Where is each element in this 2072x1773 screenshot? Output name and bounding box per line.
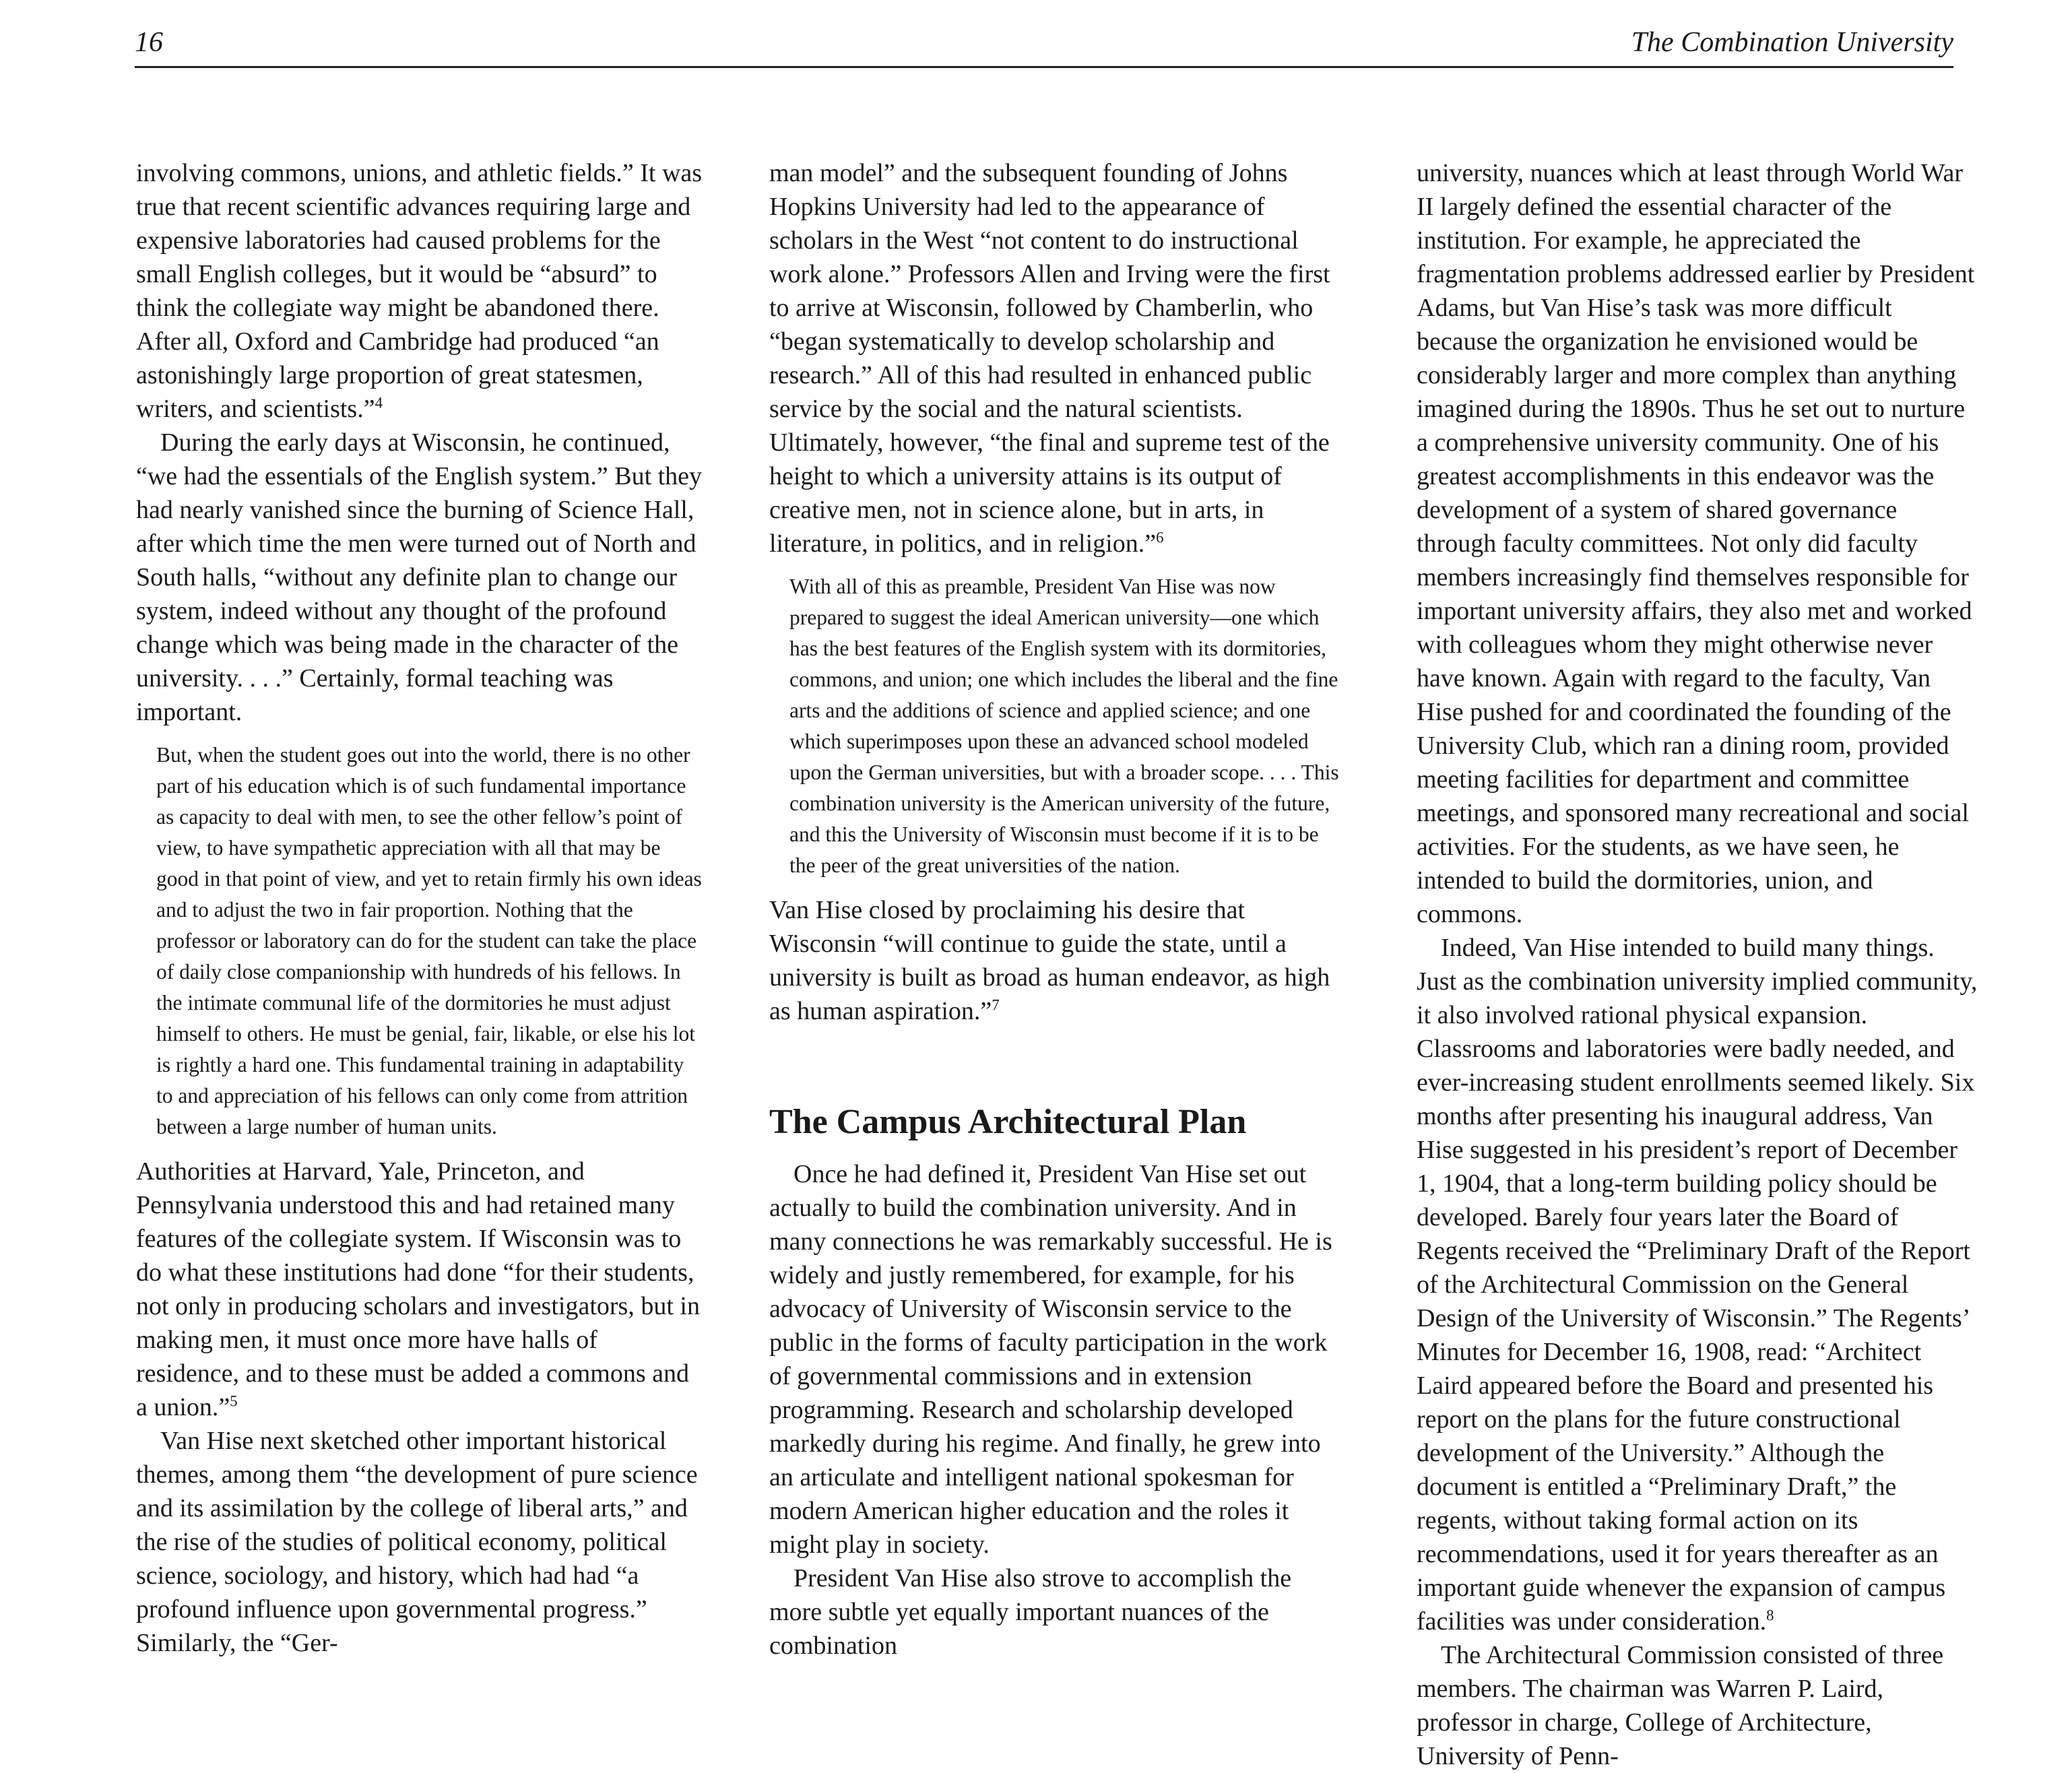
paragraph: Indeed, Van Hise intended to build many things. Just as the combination university implied community, it also involved rational physical expansion. Classrooms and laboratories were badly needed, and ever-increasing student enrollments seemed likely. Six months after presenting his inaugural address, Van Hise suggested in his president’s report of December 1, 1904, that a long-term building policy should be developed. Barely four years later the Board of Regents received the “Preliminary Draft of the Report of the Architectural Commission on the General Design of the University of Wisconsin.” The Regents’ Minutes for December 16, 1908, read: “Architect Laird appeared before the Board and presented his report on the plans for the future constructional development of the University.” Although the document is entitled a “Preliminary Draft,” the regents, without taking formal action on its recommendations, used it for years thereafter as an important guide whenever the expansion of campus facilities was under consideration.$^8$ xyxy=(1417,934,1978,1636)
footnote-ref: 6 xyxy=(1156,529,1164,546)
paragraph: President Van Hise also strove to accomplish the more subtle yet equally important nuances of the combination xyxy=(769,1564,1292,1660)
footnote-ref: 5 xyxy=(230,1392,238,1410)
text-column-1 xyxy=(136,156,705,1660)
paragraph: Van Hise closed by proclaiming his desire that Wisconsin “will continue to guide the state, until a university is built as broad as human endeavor, as high as human aspiration.”$^7$ xyxy=(769,896,1330,1025)
paragraph: Van Hise next sketched other important historical themes, among them “the development of pure science and its assimilation by the college of liberal arts,” and the rise of the studies of political economy, political science, sociology, and history, which had had “a profound influence upon governmental progress.” Similarly, the “Ger- xyxy=(136,1427,698,1657)
page-number: 16 xyxy=(135,27,163,58)
block-quote xyxy=(136,740,705,1142)
text-column-2 xyxy=(769,156,1342,1663)
paragraph: Once he had defined it, President Van Hise set out actually to build the combination university. And in many connections he was remarkably successful. He is widely and justly remembered, for example, for his advocacy of University of Wisconsin service to the public in the forms of faculty participation in the work of governmental commissions and in extension programming. Research and scholarship developed markedly during his regime. And finally, he grew into an articulate and intelligent national spokesman for modern American higher education and the roles it might play in society. xyxy=(769,1160,1332,1559)
book-title: The Combination University xyxy=(1631,27,1953,58)
footnote-ref: 8 xyxy=(1766,1607,1774,1624)
footnote-ref: 7 xyxy=(992,996,1000,1014)
block-quote-text: But, when the student goes out into the world, there is no other part of his education which is of such fundamental importance as capacity to deal with men, to see the other fellow’s point of view, to have sympathetic appreciation with all that may be good in that point of view, and yet to retain firmly his own ideas and to adjust the two in fair proportion. Nothing that the professor or laboratory can do for the student can take the place of daily close companionship with hundreds of his fellows. In the intimate communal life of the dormitories he must adjust himself to others. He must be genial, fair, likable, or else his lot is rightly a hard one. This fundamental training in adaptability to and appreciation of his fellows can only come from attrition between a large number of human units. xyxy=(156,743,702,1138)
paragraph: The Architectural Commission consisted of three members. The chairman was Warren P. Laird, professor in charge, College of Architecture, University of Penn- xyxy=(1417,1641,1944,1770)
block-quote-text: With all of this as preamble, President Van Hise was now prepared to suggest the ideal American university—one which has the best features of the English system with its dormitories, commons, and union; one which includes the liberal and the fine arts and the additions of science and applied science; and one which superimposes upon these an advanced school modeled upon the German universities, but with a broader scope. . . . This combination university is the American university of the future, and this the University of Wisconsin must become if it is to be the peer of the great universities of the nation. xyxy=(789,575,1339,877)
block-quote xyxy=(769,571,1342,881)
section-heading: The Campus Architectural Plan xyxy=(769,1103,1247,1141)
paragraph: involving commons, unions, and athletic fields.” It was true that recent scientific advances requiring large and expensive laboratories had caused problems for the small English colleges, but it would be “absurd” to think the collegiate way might be abandoned there. After all, Oxford and Cambridge had produced “an astonishingly large proportion of great statesmen, writers, and scientists.”$^4$ xyxy=(136,159,703,423)
paragraph: university, nuances which at least through World War II largely defined the essential character of the institution. For example, he appreciated the fragmentation problems addressed earlier by President Adams, but Van Hise’s task was more difficult because the organization he envisioned would be considerably larger and more complex than anything imagined during the 1890s. Thus he set out to nurture a comprehensive university community. One of his greatest accomplishments in this endeavor was the development of a system of shared governance through faculty committees. Not only did faculty members increasingly find themselves responsible for important university affairs, they also met and worked with colleagues whom they might otherwise never have known. Again with regard to the faculty, Van Hise pushed for and coordinated the founding of the University Club, which ran a dining room, provided meeting facilities for department and committee meetings, and sponsored many recreational and social activities. For the students, as we have seen, he intended to build the dormitories, union, and commons. xyxy=(1417,159,1975,928)
paragraph: man model” and the subsequent founding of Johns Hopkins University had led to the appearance of scholars in the West “not content to do instructional work alone.” Professors Allen and Irving were the first to arrive at Wisconsin, followed by Chamberlin, who “began systematically to develop scholarship and research.” All of this had resulted in enhanced public service by the social and the natural scientists. Ultimately, however, “the final and supreme test of the height to which a university attains is its output of creative men, not in science alone, but in arts, in literature, in politics, and in religion.”$^6$ xyxy=(769,159,1330,558)
paragraph: Authorities at Harvard, Yale, Princeton, and Pennsylvania understood this and had retained many features of the collegiate system. If Wisconsin was to do what these institutions had done “for their students, not only in producing scholars and investigators, but in making men, it must once more have halls of residence, and to these must be added a commons and a union.”$^5$ xyxy=(136,1157,700,1421)
running-head xyxy=(135,26,1953,68)
paragraph: During the early days at Wisconsin, he continued, “we had the essentials of the English system.” But they had nearly vanished since the burning of Science Hall, after which time the men were turned out of North and South halls, “without any definite plan to change our system, indeed without any thought of the profound change which was being made in the character of the university. . . .” Certainly, formal teaching was important. xyxy=(136,428,703,726)
text-column-3 xyxy=(1417,156,1979,1773)
footnote-ref: 4 xyxy=(375,394,383,412)
